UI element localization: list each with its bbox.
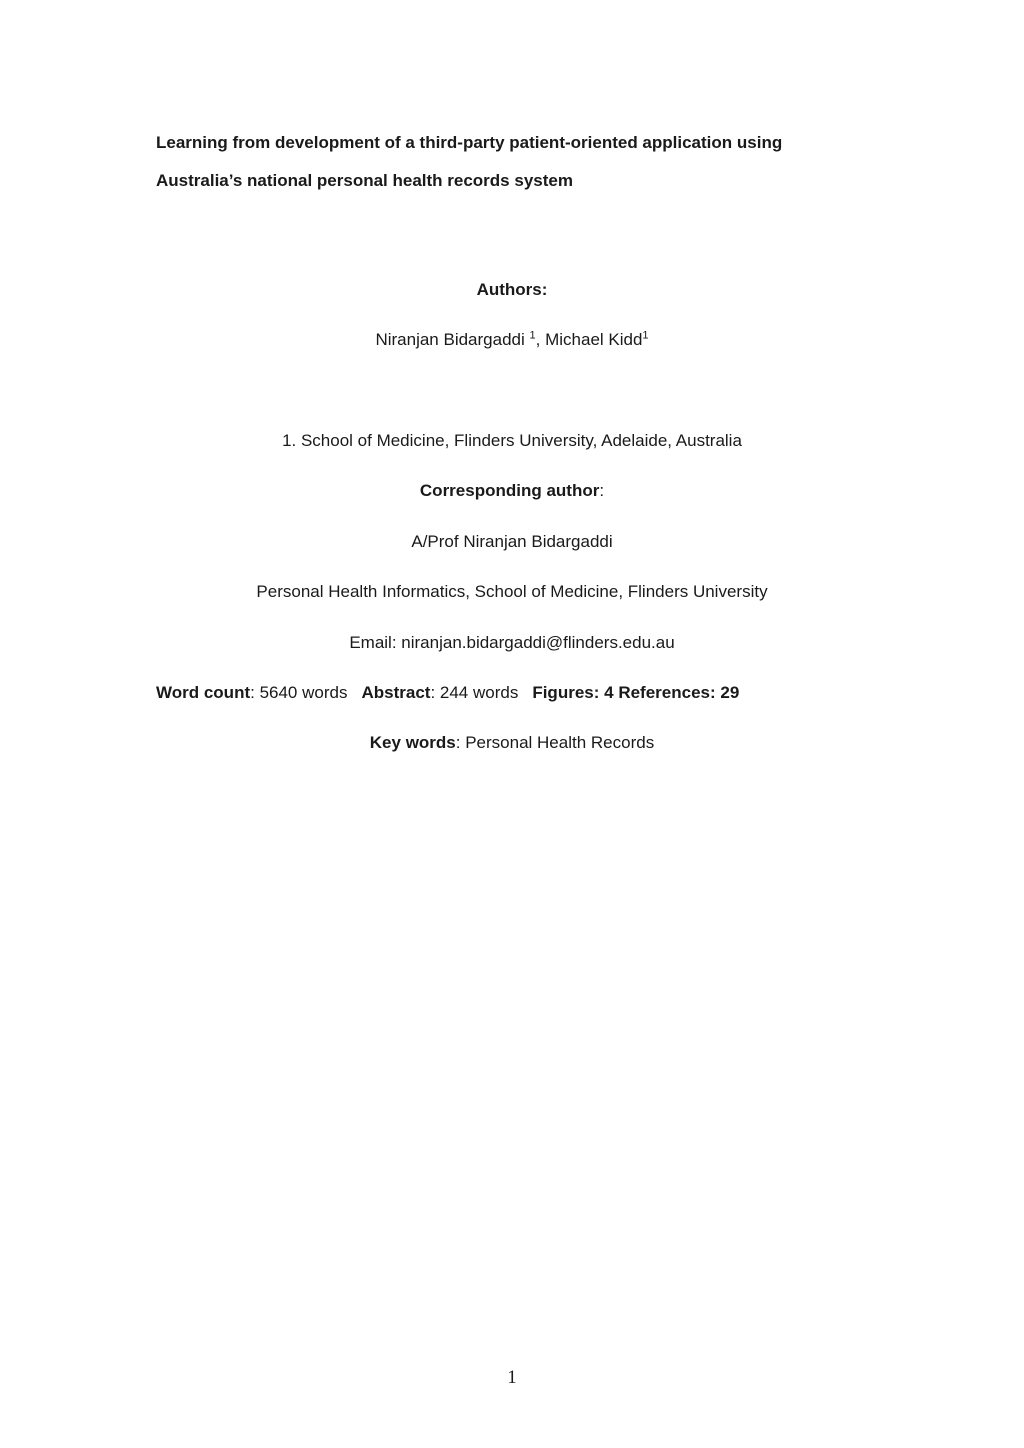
paper-title (156, 124, 876, 200)
title-line-2: Australia’s national personal health records system (156, 171, 573, 190)
author-list (0, 328, 1024, 352)
author-1-affiliation-mark: 1 (529, 329, 536, 342)
author-1-name: Niranjan Bidargaddi (375, 330, 525, 349)
corresponding-author-department: Personal Health Informatics, School of Medicine, Flinders University (256, 582, 768, 601)
affiliation: 1. School of Medicine, Flinders University, Adelaide, Australia (282, 431, 742, 450)
corresponding-author-label: Corresponding author (419, 481, 600, 500)
corresponding-author-email: Email: niranjan.bidargaddi@flinders.edu.au (349, 633, 675, 652)
author-separator: , (535, 330, 546, 349)
references-count: References: 29 (618, 683, 740, 702)
title-line-1: Learning from development of a third-party patient-oriented application using (156, 133, 783, 152)
page-number: 1 (507, 1367, 517, 1388)
authors-heading (0, 278, 1024, 302)
author-2-affiliation-mark: 1 (642, 329, 649, 342)
figures-count: Figures: 4 (532, 683, 614, 702)
abstract-label: Abstract (361, 683, 431, 702)
abstract-value: : 244 words (430, 683, 519, 702)
corresponding-author-name: A/Prof Niranjan Bidargaddi (411, 532, 613, 551)
author-2-name: Michael Kidd (545, 330, 643, 349)
keywords (0, 731, 1024, 755)
word-count-value: : 5640 words (250, 683, 348, 702)
corresponding-author-colon: : (599, 481, 605, 500)
keywords-label: Key words (369, 733, 456, 752)
corresponding-author-heading (0, 479, 1024, 503)
manuscript-stats (156, 681, 739, 705)
authors-heading-text: Authors: (476, 280, 548, 299)
word-count-label: Word count (156, 683, 251, 702)
keywords-value: : Personal Health Records (455, 733, 655, 752)
